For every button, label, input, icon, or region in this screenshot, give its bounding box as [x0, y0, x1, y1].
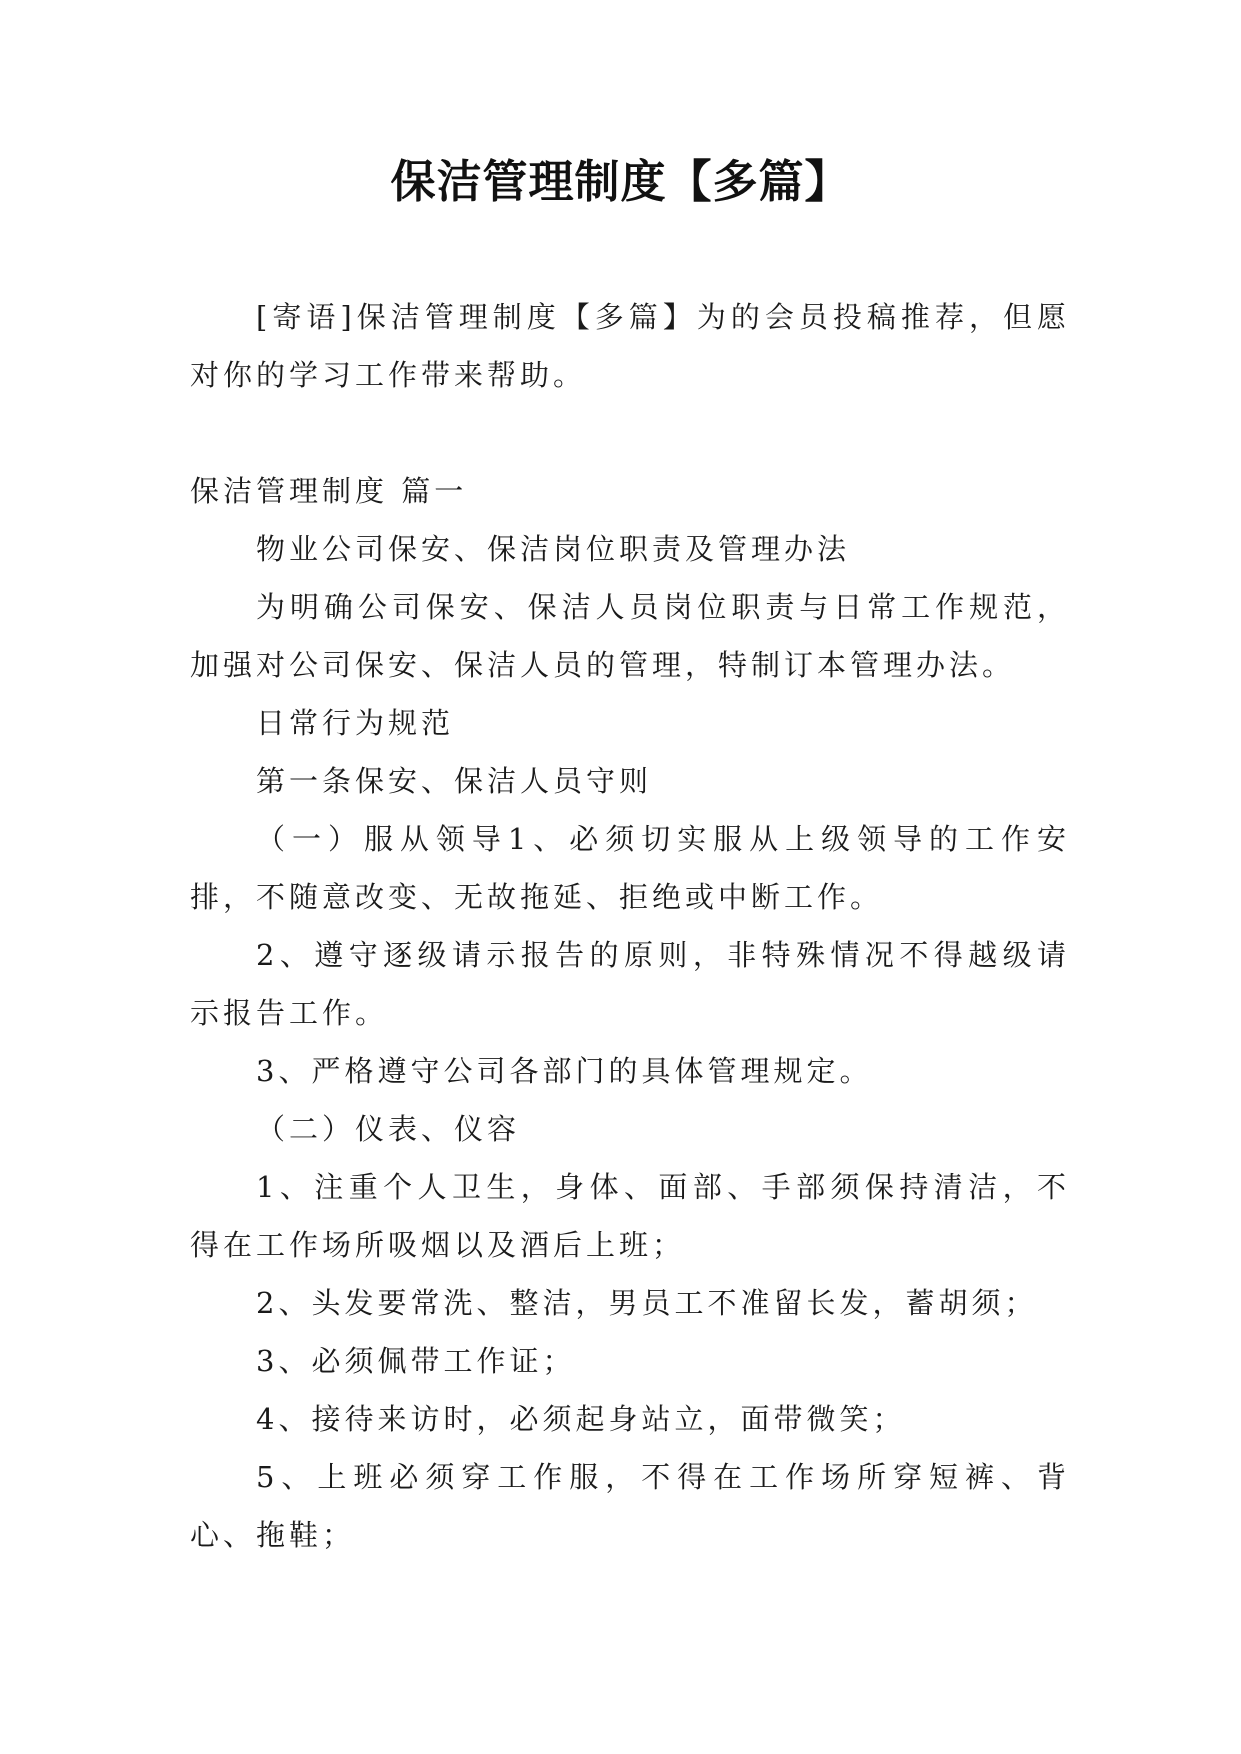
- paragraph: 4、接待来访时，必须起身站立，面带微笑；: [256, 1402, 906, 1436]
- paragraph: 1、注重个人卫生，身体、面部、手部须保持清洁，不得在工作场所吸烟以及酒后上班；: [190, 1170, 1070, 1262]
- paragraph: （二）仪表、仪容: [256, 1112, 521, 1146]
- paragraph: 2、遵守逐级请示报告的原则，非特殊情况不得越级请示报告工作。: [190, 938, 1070, 1030]
- paragraph-gap: [190, 404, 1070, 462]
- paragraph: 物业公司保安、保洁岗位职责及管理办法: [256, 532, 851, 566]
- paragraph: 5、上班必须穿工作服，不得在工作场所穿短裤、背心、拖鞋；: [190, 1460, 1070, 1552]
- document-title: 保洁管理制度【多篇】: [390, 155, 851, 208]
- document-body: [190, 288, 1070, 1564]
- intro-paragraph: [寄语]保洁管理制度【多篇】为的会员投稿推荐，但愿对你的学习工作带来帮助。: [190, 300, 1070, 392]
- paragraph: 日常行为规范: [256, 706, 455, 740]
- paragraph: 3、严格遵守公司各部门的具体管理规定。: [256, 1054, 873, 1088]
- section-heading: 保洁管理制度 篇一: [190, 474, 468, 508]
- paragraph: 第一条保安、保洁人员守则: [256, 764, 653, 798]
- paragraph: 为明确公司保安、保洁人员岗位职责与日常工作规范，加强对公司保安、保洁人员的管理，特制订本管理办法。: [190, 590, 1070, 682]
- paragraph: （一）服从领导1、必须切实服从上级领导的工作安排，不随意改变、无故拖延、拒绝或中断工作。: [190, 822, 1070, 914]
- paragraph: 3、必须佩带工作证；: [256, 1344, 576, 1378]
- paragraph: 2、头发要常洗、整洁，男员工不准留长发，蓄胡须；: [256, 1286, 1038, 1320]
